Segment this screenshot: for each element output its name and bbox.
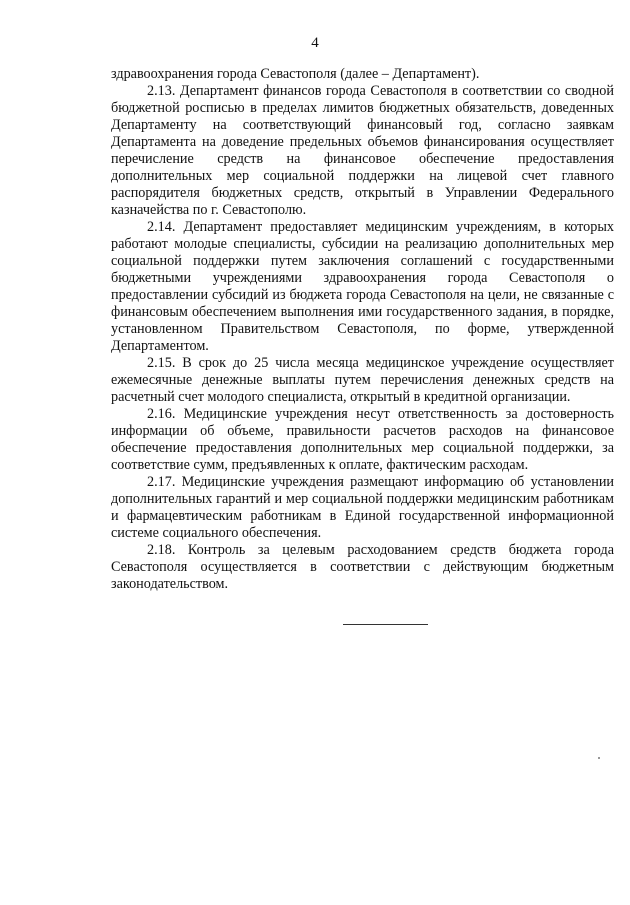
paragraph-2-15: 2.15. В срок до 25 числа месяца медицинское учреждение осуществляет ежемесячные денежные выплаты путем перечисления денежных средств на расчетный счет молодого специалиста, открытый в кредитной организации. [111, 355, 614, 405]
paragraph-2-17: 2.17. Медицинские учреждения размещают информацию об установлении дополнительных гарантий и мер социальной поддержки медицинским работникам и фармацевтическим работникам в Единой государственной информационной системе социального обеспечения. [111, 474, 614, 541]
paragraph-2-16: 2.16. Медицинские учреждения несут ответственность за достоверность информации об объеме, правильности расчетов расходов на финансовое обеспечение предоставления дополнительных мер социальной поддержки, за соответствие сумм, предъявленных к оплате, фактическим расходам. [111, 406, 614, 473]
page-number: 4 [311, 35, 319, 51]
scan-speck [598, 757, 600, 759]
paragraph-continuation: здравоохранения города Севастополя (далее – Департамент). [111, 66, 480, 82]
paragraph-2-13: 2.13. Департамент финансов города Севастополя в соответствии со сводной бюджетной росписью в пределах лимитов бюджетных обязательств, доведенных Департаменту на соответствующий финансовый год, согласно заявкам Департамента на доведение предельных объемов финансирования осуществляет перечисление средств на финансовое обеспечение предоставления дополнительных мер социальной поддержки на лицевой счет главного распорядителя бюджетных средств, открытый в Управлении Федерального казначейства по г. Севастополю. [111, 83, 614, 218]
end-of-text-rule [343, 624, 428, 625]
paragraph-2-18: 2.18. Контроль за целевым расходованием средств бюджета города Севастополя осуществляется в соответствии с действующим бюджетным законодательством. [111, 542, 614, 592]
paragraph-2-14: 2.14. Департамент предоставляет медицинским учреждениям, в которых работают молодые специалисты, субсидии на реализацию дополнительных мер социальной поддержки путем заключения соглашений с государственными бюджетными учреждениями здравоохранения города Севастополя о предоставлении субсидий из бюджета города Севастополя на цели, не связанные с финансовым обеспечением выполнения ими государственного задания, в порядке, установленном Правительством Севастополя, по форме, утвержденной Департаментом. [111, 219, 614, 354]
document-body [111, 66, 614, 593]
